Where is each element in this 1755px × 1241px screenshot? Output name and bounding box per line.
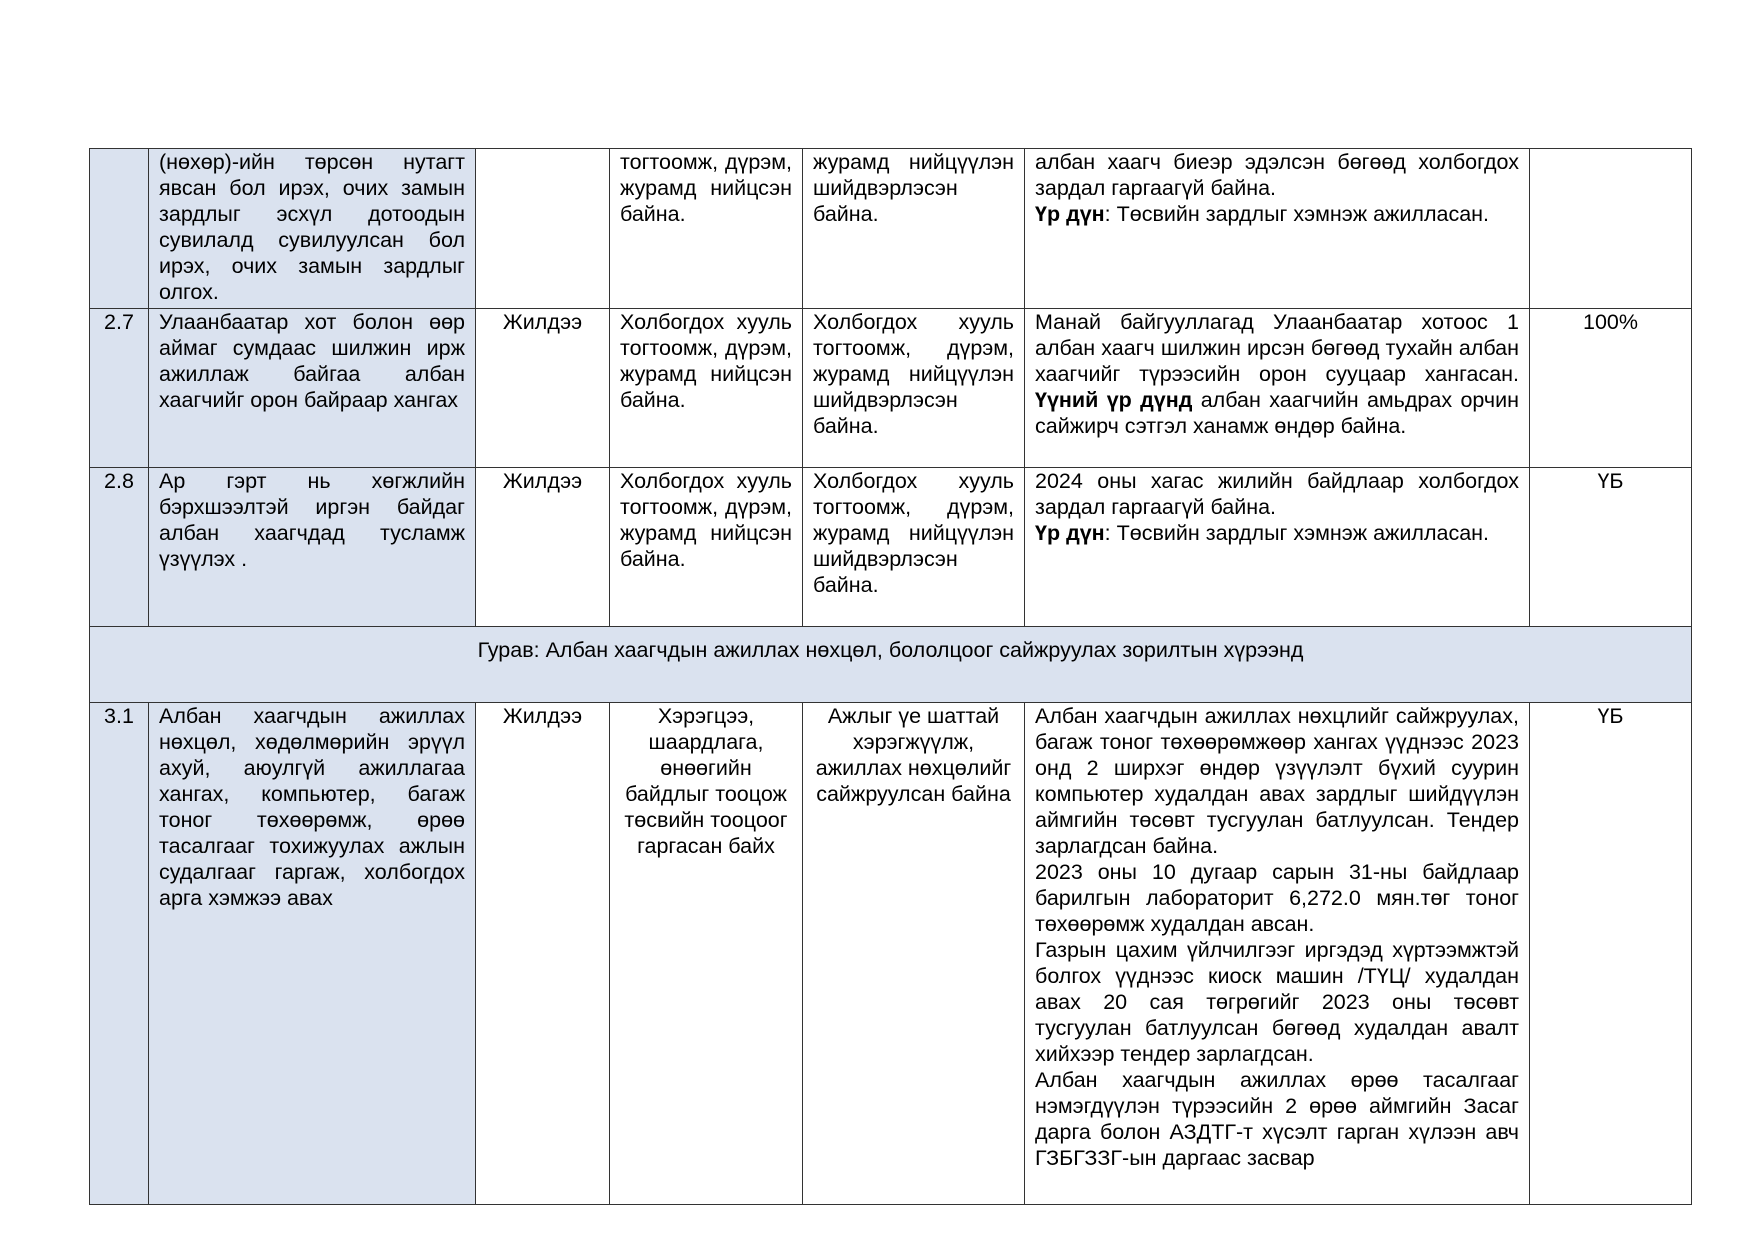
- score-cell: ҮБ: [1530, 468, 1692, 627]
- result-text: албан хаагч биеэр эдэлсэн бөгөөд холбогдох зардал гаргаагүй байна.: [1035, 150, 1519, 200]
- period-cell: Жилдээ: [476, 703, 610, 1205]
- result-clip: [1035, 703, 1519, 1201]
- task-cell: (нөхөр)-ийн төрсөн нутагт явсан бол ирэх, очих замын зардлыг эсхүл дотоодын сувилалд сувилуулсан бол ирэх, очих замын зардлыг олгох.: [149, 149, 476, 309]
- score-cell: [1530, 149, 1692, 309]
- result-summary: [1035, 201, 1519, 227]
- result-paragraph: Албан хаагчдын ажиллах нөхцлийг сайжруулах, багаж тоног төхөөрөмжөөр хангах үүднээс 2023 онд 2 ширхэг өндөр үзүүлэлт бүхий суурин компьютер худалдан авах зардлыг шийдүүлэн аймгийн төсөвт тусгуулан батлуулсан. Тендер зарлагдсан байна.: [1035, 704, 1519, 858]
- criteria-cell: Холбогдох хууль тогтоомж, дүрэм, журамд нийцсэн байна.: [610, 309, 803, 468]
- result-text: [1035, 309, 1519, 439]
- period-cell: [476, 149, 610, 309]
- table-row: [90, 468, 1692, 627]
- indicator-cell: Холбогдох хууль тогтоомж, дүрэм, журамд нийцүүлэн шийдвэрлэсэн байна.: [803, 468, 1025, 627]
- result-text: 2024 оны хагас жилийн байдлаар холбогдох зардал гаргаагүй байна.: [1035, 469, 1519, 519]
- period-cell: Жилдээ: [476, 468, 610, 627]
- criteria-cell: тогтоомж, дүрэм, журамд нийцсэн байна.: [610, 149, 803, 309]
- task-cell: Ар гэрт нь хөгжлийн бэрхшээлтэй иргэн байдаг албан хаагчдад тусламж үзүүлэх .: [149, 468, 476, 627]
- row-number: 2.7: [90, 309, 149, 468]
- result-text-after: албан хаагчийн амьдрах орчин сайжирч сэтгэл ханамж өндөр байна.: [1035, 388, 1519, 438]
- task-cell: Албан хаагчдын ажиллах нөхцөл, хөдөлмөрийн эрүүл ахуй, аюулгүй ажиллагаа хангах, компьютер, багаж тоног төхөөрөмж, өрөө тасалгааг тохижуулах ажлын судалгааг гаргаж, холбогдох арга хэмжээ авах: [149, 703, 476, 1205]
- result-summary-text: : Төсвийн зардлыг хэмнэж ажилласан.: [1104, 521, 1490, 545]
- result-cell: [1025, 149, 1530, 309]
- period-cell: Жилдээ: [476, 309, 610, 468]
- result-paragraph: Албан хаагчдын ажиллах өрөө тасалгааг нэмэгдүүлэн түрээсийн 2 өрөө аймгийн Засаг дарга болон АЗДТГ-т хүсэлт гарган хүлээн авч ГЗБГЗЗГ-ын даргаас засвар: [1035, 1068, 1519, 1170]
- indicator-cell: журамд нийцүүлэн шийдвэрлэсэн байна.: [803, 149, 1025, 309]
- result-cell: [1025, 703, 1530, 1205]
- row-number: 2.8: [90, 468, 149, 627]
- result-cell: [1025, 309, 1530, 468]
- action-plan-table: [89, 148, 1692, 1205]
- score-cell: ҮБ: [1530, 703, 1692, 1205]
- result-paragraph: 2023 оны 10 дугаар сарын 31-ны байдлаар барилгын лабораторит 6,272.0 мян.төг тоног төхөөрөмж худалдан авсан.: [1035, 860, 1519, 936]
- result-label: Үүний үр дүнд: [1035, 388, 1193, 412]
- score-cell: 100%: [1530, 309, 1692, 468]
- result-label: Үр дүн: [1035, 202, 1105, 226]
- table-row: [90, 149, 1692, 309]
- task-cell: Улаанбаатар хот болон өөр аймаг сумдаас шилжин ирж ажиллаж байгаа албан хаагчийг орон байраар хангах: [149, 309, 476, 468]
- row-number: 3.1: [90, 703, 149, 1205]
- table-row: [90, 309, 1692, 468]
- result-paragraph: Газрын цахим үйлчилгээг иргэдэд хүртээмжтэй болгох үүднээс киоск машин /ТҮЦ/ худалдан авах 20 сая төгрөгийг 2023 оны төсөвт тусгуулан батлуулсан бөгөөд худалдан авалт хийхээр тендер зарлагдсан.: [1035, 938, 1519, 1066]
- result-summary-text: : Төсвийн зардлыг хэмнэж ажилласан.: [1104, 202, 1490, 226]
- criteria-cell: Холбогдох хууль тогтоомж, дүрэм, журамд нийцсэн байна.: [610, 468, 803, 627]
- section-title: Гурав: Албан хаагчдын ажиллах нөхцөл, бололцоог сайжруулах зорилтын хүрээнд: [90, 627, 1692, 703]
- table-row: [90, 703, 1692, 1205]
- indicator-cell: Холбогдох хууль тогтоомж, дүрэм, журамд нийцүүлэн шийдвэрлэсэн байна.: [803, 309, 1025, 468]
- result-text-before: Манай байгууллагад Улаанбаатар хотоос 1 албан хаагч шилжин ирсэн бөгөөд тухайн албан хаагчийг түрээсийн орон сууцаар хангасан.: [1035, 310, 1519, 386]
- result-summary: [1035, 520, 1519, 546]
- result-label: Үр дүн: [1035, 521, 1105, 545]
- result-cell: [1025, 468, 1530, 627]
- row-number: [90, 149, 149, 309]
- criteria-cell: Хэрэгцээ, шаардлага, өнөөгийн байдлыг тооцож төсвийн тооцоог гаргасан байх: [610, 703, 803, 1205]
- indicator-cell: Ажлыг үе шаттай хэрэгжүүлж, ажиллах нөхцөлийг сайжруулсан байна: [803, 703, 1025, 1205]
- section-header-row: [90, 627, 1692, 703]
